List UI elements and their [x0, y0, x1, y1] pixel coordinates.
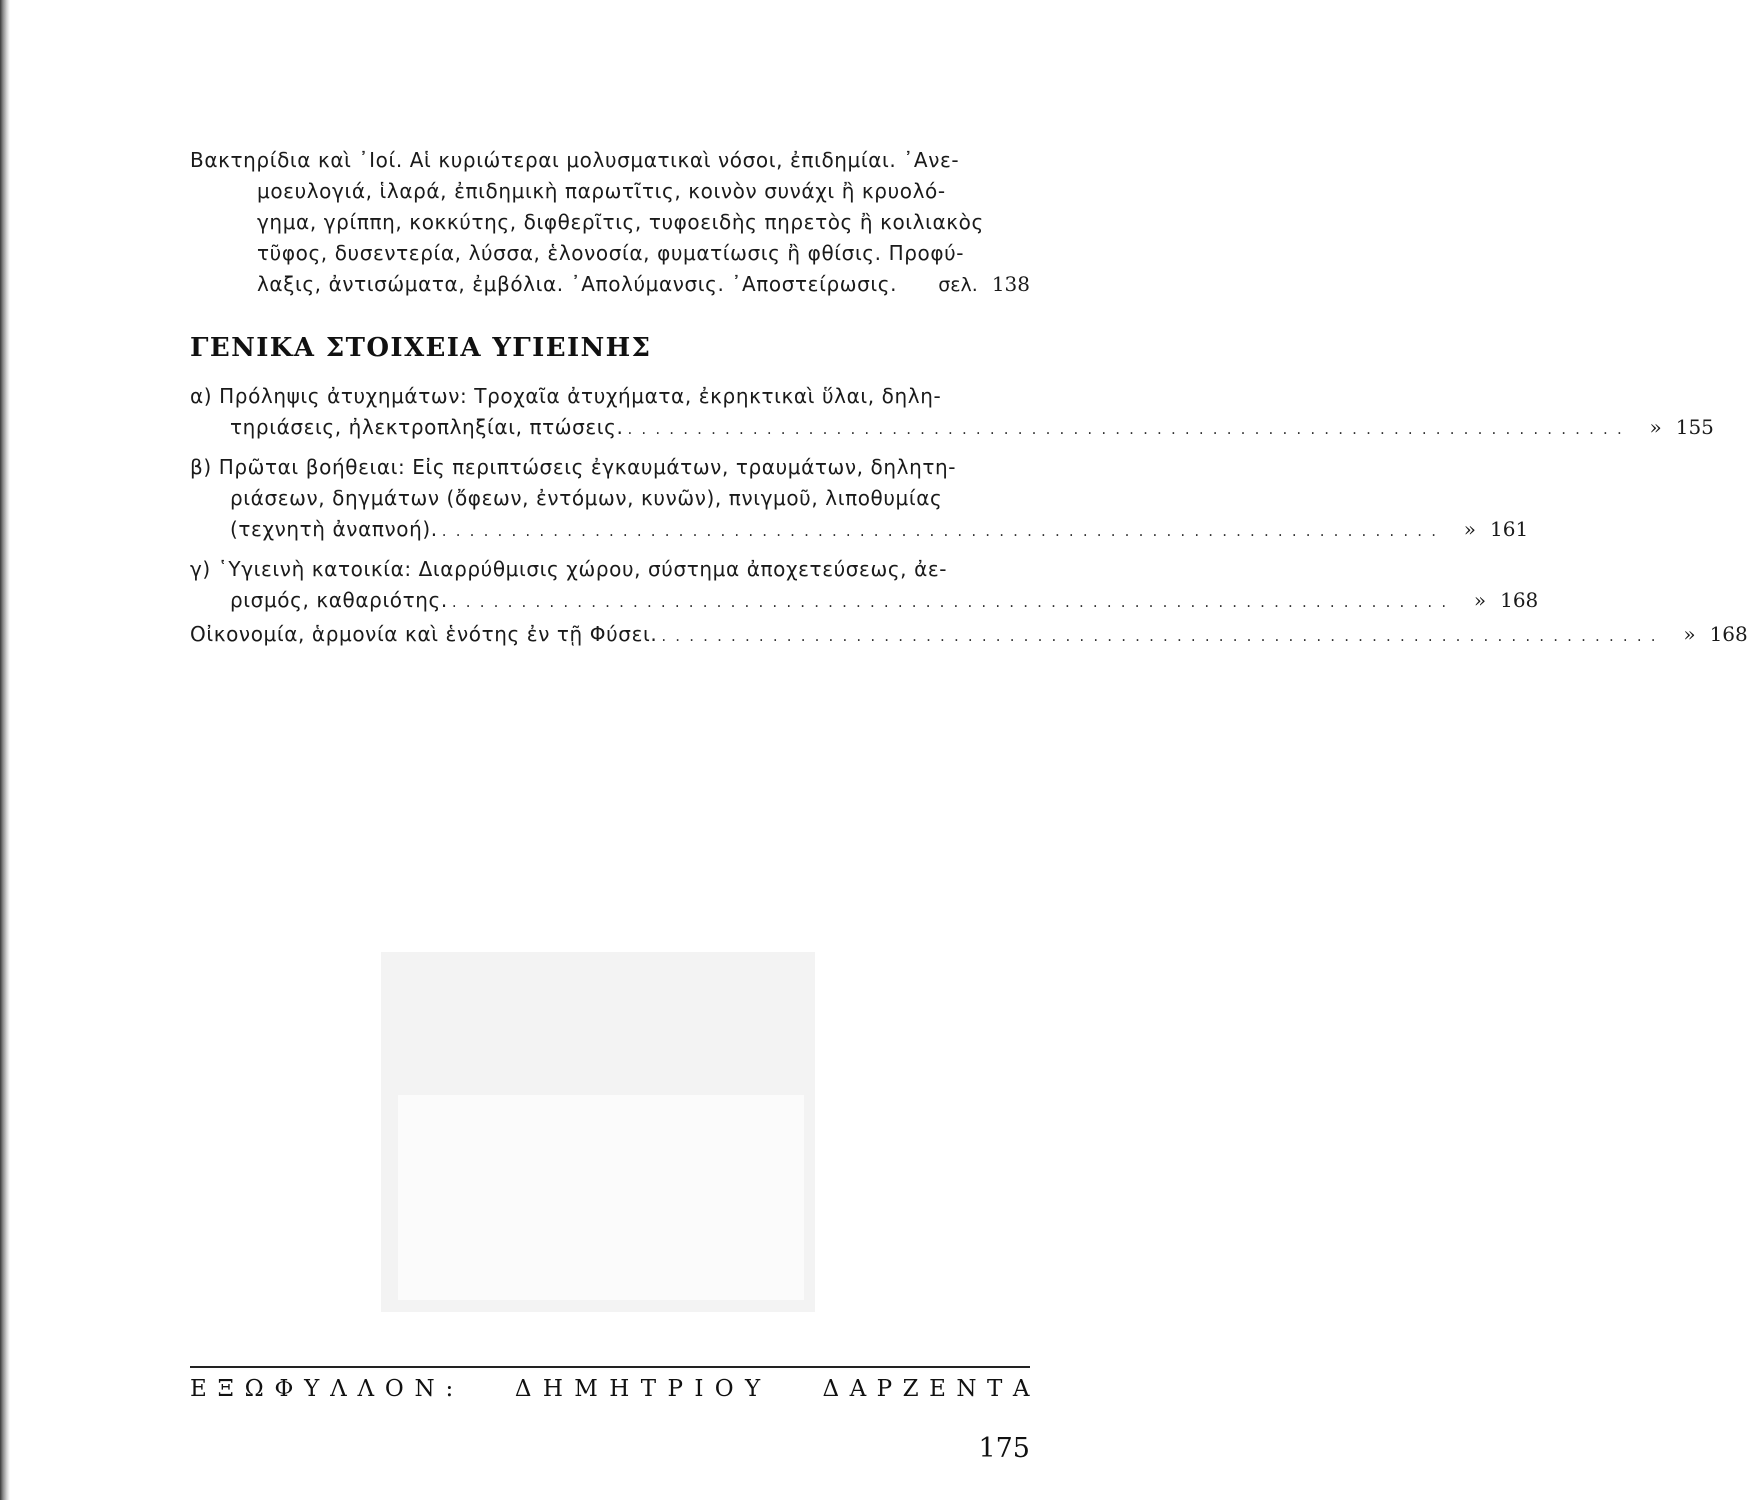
toc-line — [190, 585, 1539, 616]
toc-line-text: γ) ῾Υγιεινὴ κατοικία: Διαρρύθμισις χώρου, σύστημα ἀποχετεύσεως, ἀε- — [190, 557, 948, 581]
toc-line-text: ριάσεων, δηγμάτων (ὄφεων, ἐντόμων, κυνῶν), πνιγμοῦ, λιποθυμίας — [230, 486, 943, 510]
page-number-value: 161 — [1490, 517, 1529, 541]
toc-line-text: μοευλογιά, ἱλαρά, ἐπιδημικὴ παρωτῖτις, κοινὸν συνάχι ἢ κρυολό- — [257, 179, 946, 203]
toc-page-number — [936, 269, 1030, 301]
toc-line-text: Οἰκονομία, ἁρμονία καὶ ἑνότης ἐν τῇ Φύσει. — [190, 622, 658, 646]
toc-page-number — [1664, 619, 1748, 650]
toc-line-text: Βακτηρίδια καὶ ᾿Ιοί. Αἱ κυριώτεραι μολυσματικαὶ νόσοι, ἐπιδημίαι. ᾿Ανε- — [190, 148, 960, 172]
page-number-value: 168 — [1709, 622, 1748, 646]
page-number-value: 138 — [991, 272, 1030, 296]
leader-dots: . . . . . . . . . . . . . . . . . . . . . . . . . . . . . . . . . . . . . . . . . . . . . . . . . . . . . . . . . . . . . . . . . . . . . . . . — [627, 420, 1624, 438]
toc-line — [190, 381, 1030, 412]
toc-line-text: γημα, γρίππη, κοκκύτης, διφθερῖτις, τυφοειδὴς πηρετὸς ἢ κοιλιακὸς — [257, 210, 984, 234]
page-number-value: 155 — [1675, 415, 1714, 439]
cover-credit-label: ΕΞΩΦΥΛΛΟΝ: — [190, 1376, 465, 1402]
toc-line-text: β) Πρῶται βοήθειαι: Εἰς περιπτώσεις ἐγκαυμάτων, τραυμάτων, δηλητη- — [190, 455, 957, 479]
page-ref-label: σελ. — [938, 274, 978, 296]
toc-line-text: τηριάσεις, ἠλεκτροπληξίαι, πτώσεις. — [230, 415, 624, 439]
cover-credit-last-name: ΔΑΡΖΕΝΤΑ — [822, 1376, 1040, 1402]
page-ref-label: » — [1649, 415, 1662, 439]
toc-line-text: τῦφος, δυσεντερία, λύσσα, ἑλονοσία, φυματίωσις ἢ φθίσις. Προφύ- — [257, 241, 965, 265]
toc-line — [190, 514, 1529, 545]
toc-line — [190, 412, 1714, 443]
toc-line — [190, 238, 1030, 269]
toc-line — [190, 483, 1030, 514]
page-ref-label: » — [1473, 588, 1487, 612]
toc-line-text: λαξις, ἀντισώματα, ἐμβόλια. ᾿Απολύμανσις. ᾿Αποστείρωσις. — [257, 272, 898, 296]
toc-line — [190, 452, 1030, 483]
toc-entries-hygiene — [190, 381, 1748, 650]
page-number-value: 168 — [1500, 588, 1539, 612]
leader-dots: . . . . . . . . . . . . . . . . . . . . . . . . . . . . . . . . . . . . . . . . . . . . . . . . . . . . . . . . . . . . . . . . . . . . . . . . — [661, 627, 1658, 645]
page-ref-label: » — [1683, 622, 1696, 646]
toc-line — [190, 176, 1030, 207]
toc-line — [190, 619, 1748, 650]
toc-line — [190, 207, 1030, 238]
cover-credit-first-name: ΔΗΜΗΤΡΙΟΥ — [514, 1376, 772, 1402]
page-ref-label: » — [1463, 517, 1477, 541]
leader-dots: . . . . . . . . . . . . . . . . . . . . . . . . . . . . . . . . . . . . . . . . . . . . . . . . . . . . . . . . . . . . . . . . . . . . . . . . — [451, 593, 1449, 611]
toc-page-number — [1444, 514, 1528, 545]
toc-entry-bacteria — [190, 145, 1030, 300]
page-number: 175 — [978, 1433, 1030, 1464]
toc-line — [190, 269, 1030, 300]
leader-dots: . . . . . . . . . . . . . . . . . . . . . . . . . . . . . . . . . . . . . . . . . . . . . . . . . . . . . . . . . . . . . . . . . . . . . . . . — [441, 522, 1439, 540]
toc-line — [190, 145, 1030, 176]
footer-rule — [190, 1366, 1030, 1368]
toc-line-text: (τεχνητὴ ἀναπνοή). — [230, 517, 438, 541]
toc-line-text: ρισμός, καθαριότης. — [230, 588, 448, 612]
section-heading: ΓΕΝΙΚΑ ΣΤΟΙΧΕΙΑ ΥΓΙΕΙΝΗΣ — [190, 333, 652, 363]
cover-credit — [190, 1376, 1040, 1402]
toc-page-number — [1454, 585, 1538, 616]
toc-page-number — [1630, 412, 1714, 443]
toc-line — [190, 554, 1030, 585]
toc-line-text: α) Πρόληψις ἀτυχημάτων: Τροχαῖα ἀτυχήματα, ἐκρηκτικαὶ ὕλαι, δηλη- — [190, 384, 942, 408]
